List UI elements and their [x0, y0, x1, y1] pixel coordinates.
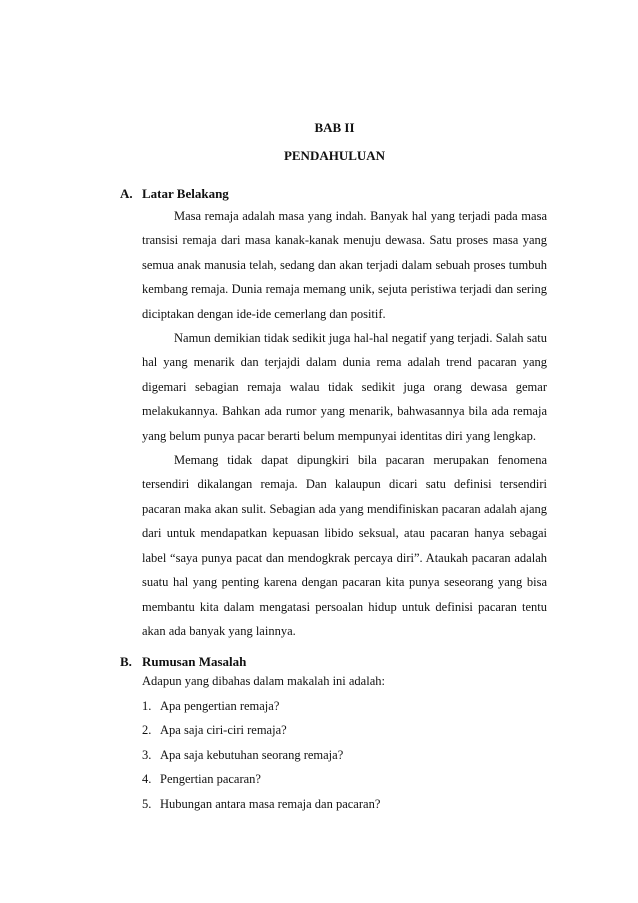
list-text: Apa saja kebutuhan seorang remaja? [160, 747, 344, 762]
list-number: 3. [142, 747, 152, 762]
section-b-heading [120, 654, 246, 670]
question-list [142, 694, 380, 816]
chapter-title: PENDAHULUAN [283, 148, 386, 163]
list-text: Hubungan antara masa remaja dan pacaran? [160, 796, 381, 811]
paragraph: Memang tidak dapat dipungkiri bila pacaran merupakan fenomena tersendiri dikalangan remaja. Dan kalaupun dicari satu definisi tersendiri pacaran maka akan sulit. Sebagian ada yang mendifiniskan pacaran adalah ajang dari untuk mendapatkan kepuasan libido seksual, atau pacaran hanya sebagai label “saya punya pacat dan mendogkrak percaya diri”. Ataukah pacaran adalah suatu hal yang penting karena dengan pacaran kita punya seseorang yang bisa membantu kita dalam mengatasi persoalan hidup untuk definisi pacaran tentu akan ada banyak yang lainnya. [142, 453, 547, 638]
section-a-heading [120, 186, 229, 202]
list-text: Apa saja ciri-ciri remaja? [160, 723, 287, 738]
list-item [142, 743, 380, 767]
list-number: 4. [142, 772, 152, 787]
section-b-title: Rumusan Masalah [142, 654, 247, 669]
section-b-letter: B. [120, 654, 132, 669]
chapter-number: BAB II [314, 120, 355, 135]
list-text: Apa pengertian remaja? [160, 699, 280, 713]
paragraph: Masa remaja adalah masa yang indah. Banyak hal yang terjadi pada masa transisi remaja dari masa kanak-kanak menuju dewasa. Satu proses masa yang semua anak manusia telah, sedang dan akan terjadi dalam sebuah proses tumbuh kembang remaja. Dunia remaja memang unik, sejuta peristiwa terjadi dan sering diciptakan dengan ide-ide cemerlang dan positif. [142, 209, 547, 321]
list-number: 2. [142, 723, 152, 738]
section-a-body [142, 204, 547, 643]
list-item [142, 694, 380, 718]
list-number: 1. [142, 699, 152, 713]
list-item [142, 767, 380, 791]
section-b-intro: Adapun yang dibahas dalam makalah ini adalah: [142, 674, 385, 688]
list-text: Pengertian pacaran? [160, 772, 261, 787]
section-a-letter: A. [120, 186, 133, 201]
section-a-title: Latar Belakang [142, 186, 229, 201]
list-item [142, 718, 380, 742]
list-item [142, 792, 380, 816]
paragraph: Namun demikian tidak sedikit juga hal-hal negatif yang terjadi. Salah satu hal yang menarik dan terjajdi dalam dunia rema adalah trend pacaran yang digemari sebagian remaja walau tidak sedikit juga orang dewasa gemar melakukannya. Bahkan ada rumor yang menarik, bahwasannya bila ada remaja yang belum punya pacar berarti belum mempunyai identitas diri yang lengkap. [142, 331, 547, 443]
list-number: 5. [142, 796, 152, 811]
